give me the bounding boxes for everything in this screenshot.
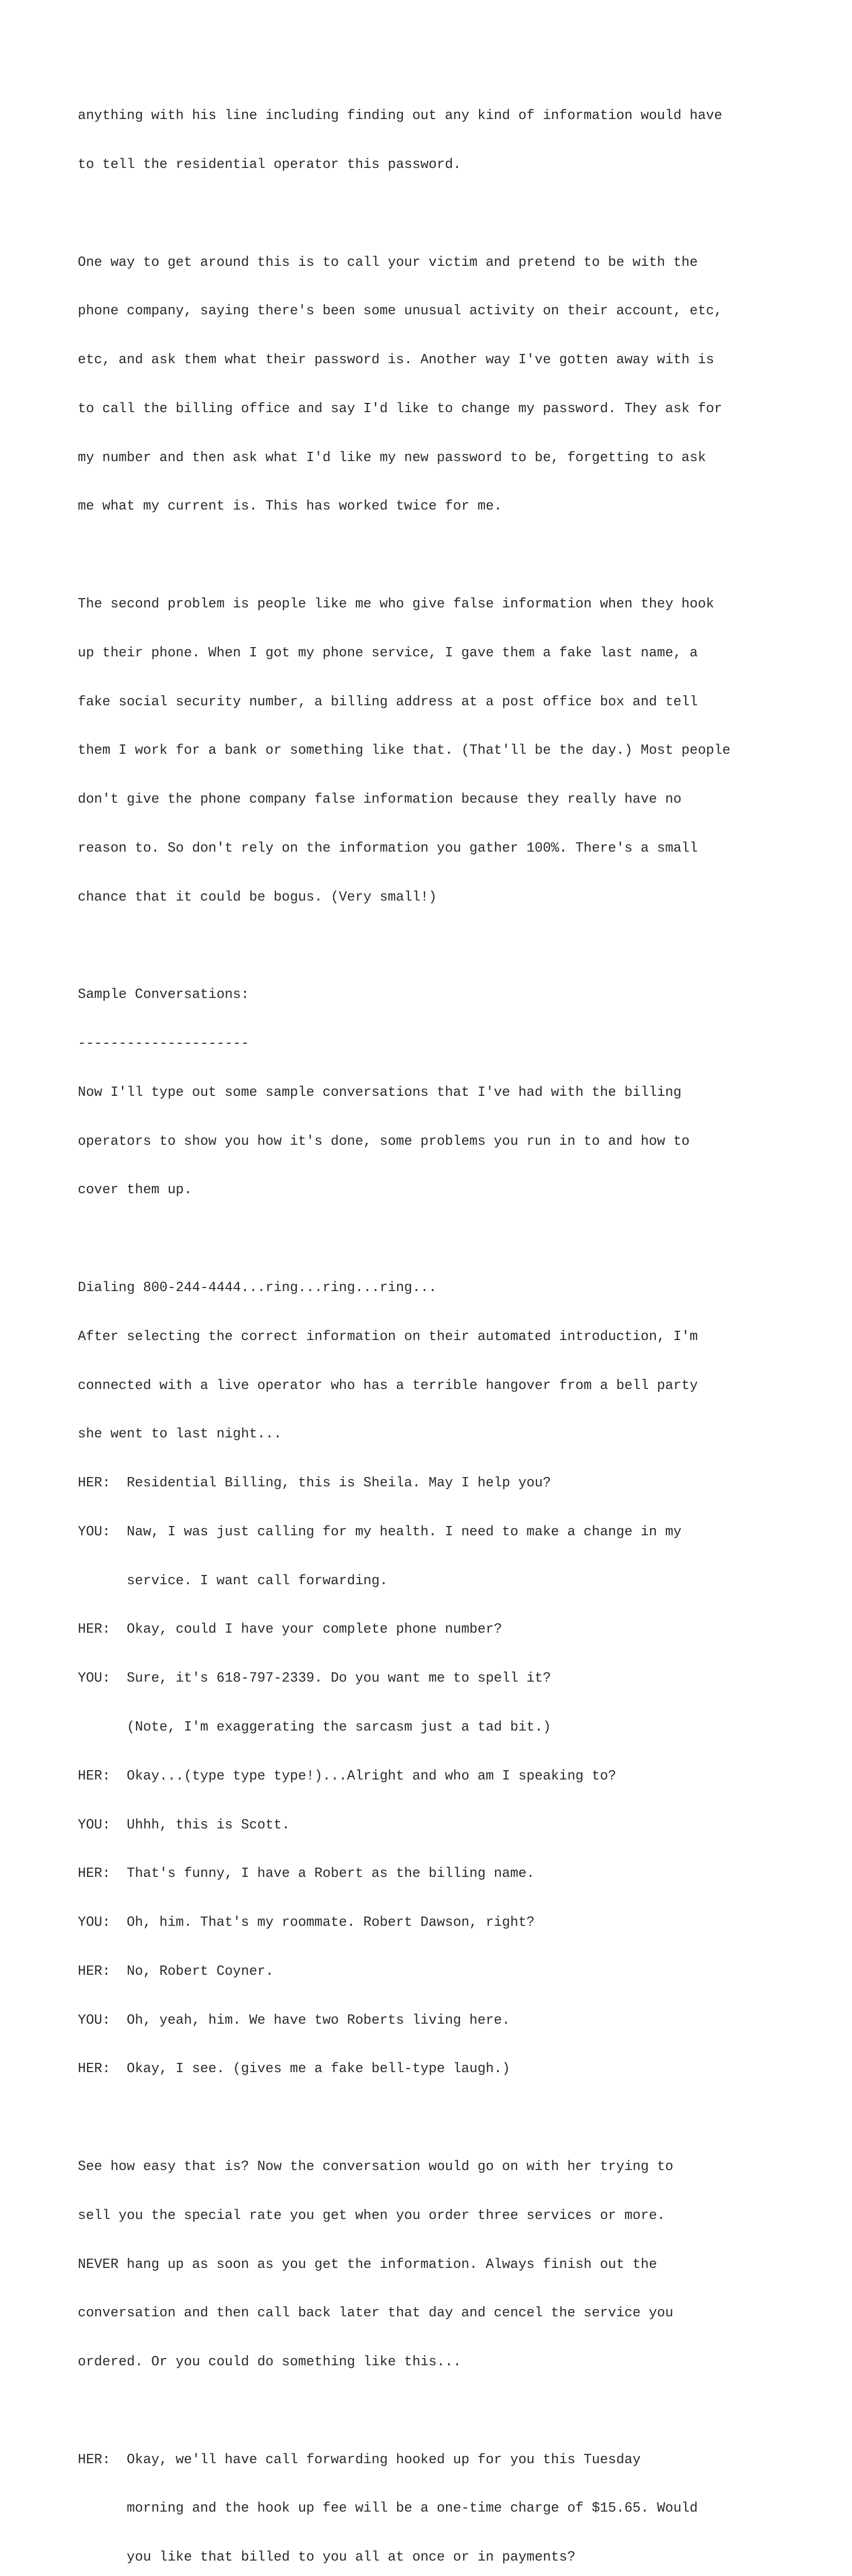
text-line: reason to. So don't rely on the information you gather 100%. There's a small xyxy=(78,840,698,856)
document-text xyxy=(78,75,730,2576)
dialogue-line: service. I want call forwarding. xyxy=(78,1572,388,1588)
dialogue-line: morning and the hook up fee will be a one-time charge of $15.65. Would xyxy=(78,2500,698,2516)
text-line: don't give the phone company false information because they really have no xyxy=(78,791,681,807)
dialogue-line: HER: That's funny, I have a Robert as the billing name. xyxy=(78,1866,535,1882)
text-line: cover them up. xyxy=(78,1182,192,1198)
text-line: fake social security number, a billing address at a post office box and tell xyxy=(78,693,698,709)
text-line: phone company, saying there's been some unusual activity on their account, etc, xyxy=(78,303,723,319)
text-line: me what my current is. This has worked twice for me. xyxy=(78,498,502,514)
dialogue-line: HER: Okay...(type type type!)...Alright and who am I speaking to? xyxy=(78,1768,617,1784)
blank-line xyxy=(78,206,730,222)
text-line: chance that it could be bogus. (Very small!) xyxy=(78,889,437,905)
blank-line xyxy=(78,2403,730,2419)
dialogue-line: YOU: Uhhh, this is Scott. xyxy=(78,1817,290,1833)
dialogue-line: you like that billed to you all at once or in payments? xyxy=(78,2549,576,2565)
text-line: After selecting the correct information on their automated introduction, I'm xyxy=(78,1328,698,1344)
dialogue-line: YOU: Naw, I was just calling for my health. I need to make a change in my xyxy=(78,1523,681,1539)
section-heading: Sample Conversations: xyxy=(78,987,249,1003)
text-line: sell you the special rate you get when you order three services or more. xyxy=(78,2207,666,2223)
dialogue-line: HER: No, Robert Coyner. xyxy=(78,1963,274,1979)
text-line: See how easy that is? Now the conversation would go on with her trying to xyxy=(78,2159,674,2174)
dialogue-line: HER: Residential Billing, this is Sheila. May I help you? xyxy=(78,1475,551,1491)
text-line: One way to get around this is to call your victim and pretend to be with the xyxy=(78,254,698,270)
text-line: anything with his line including finding out any kind of information would have xyxy=(78,108,723,124)
blank-line xyxy=(78,2110,730,2126)
text-line: up their phone. When I got my phone service, I gave them a fake last name, a xyxy=(78,645,698,660)
dialogue-line: HER: Okay, could I have your complete phone number? xyxy=(78,1621,502,1637)
text-line: to call the billing office and say I'd like to change my password. They ask for xyxy=(78,400,723,416)
blank-line xyxy=(78,547,730,564)
text-line: to tell the residential operator this password. xyxy=(78,156,462,172)
dialogue-line: YOU: Oh, yeah, him. We have two Roberts living here. xyxy=(78,2012,510,2028)
text-line: operators to show you how it's done, some problems you run in to and how to xyxy=(78,1133,690,1149)
text-line: NEVER hang up as soon as you get the information. Always finish out the xyxy=(78,2256,657,2272)
dialogue-line: HER: Okay, I see. (gives me a fake bell-type laugh.) xyxy=(78,2061,510,2077)
heading-underline: --------------------- xyxy=(78,1036,249,1052)
text-line: them I work for a bank or something like that. (That'll be the day.) Most people xyxy=(78,742,730,758)
dialogue-line: (Note, I'm exaggerating the sarcasm just a tad bit.) xyxy=(78,1719,551,1735)
text-line: connected with a live operator who has a terrible hangover from a bell party xyxy=(78,1377,698,1393)
text-line: ordered. Or you could do something like this... xyxy=(78,2354,462,2370)
text-line: my number and then ask what I'd like my new password to be, forgetting to ask xyxy=(78,449,706,465)
text-line: she went to last night... xyxy=(78,1426,282,1442)
blank-line xyxy=(78,1231,730,1247)
text-line: conversation and then call back later that day and cencel the service you xyxy=(78,2305,674,2321)
dialogue-line: YOU: Sure, it's 618-797-2339. Do you want me to spell it? xyxy=(78,1670,551,1686)
text-line: Now I'll type out some sample conversations that I've had with the billing xyxy=(78,1084,681,1100)
text-line: The second problem is people like me who give false information when they hook xyxy=(78,596,714,612)
dialogue-line: YOU: Oh, him. That's my roommate. Robert Dawson, right? xyxy=(78,1914,535,1930)
text-line: etc, and ask them what their password is. Another way I've gotten away with is xyxy=(78,352,714,368)
dialogue-line: HER: Okay, we'll have call forwarding hooked up for you this Tuesday xyxy=(78,2451,641,2467)
text-line: Dialing 800-244-4444...ring...ring...ring... xyxy=(78,1279,437,1295)
blank-line xyxy=(78,938,730,954)
